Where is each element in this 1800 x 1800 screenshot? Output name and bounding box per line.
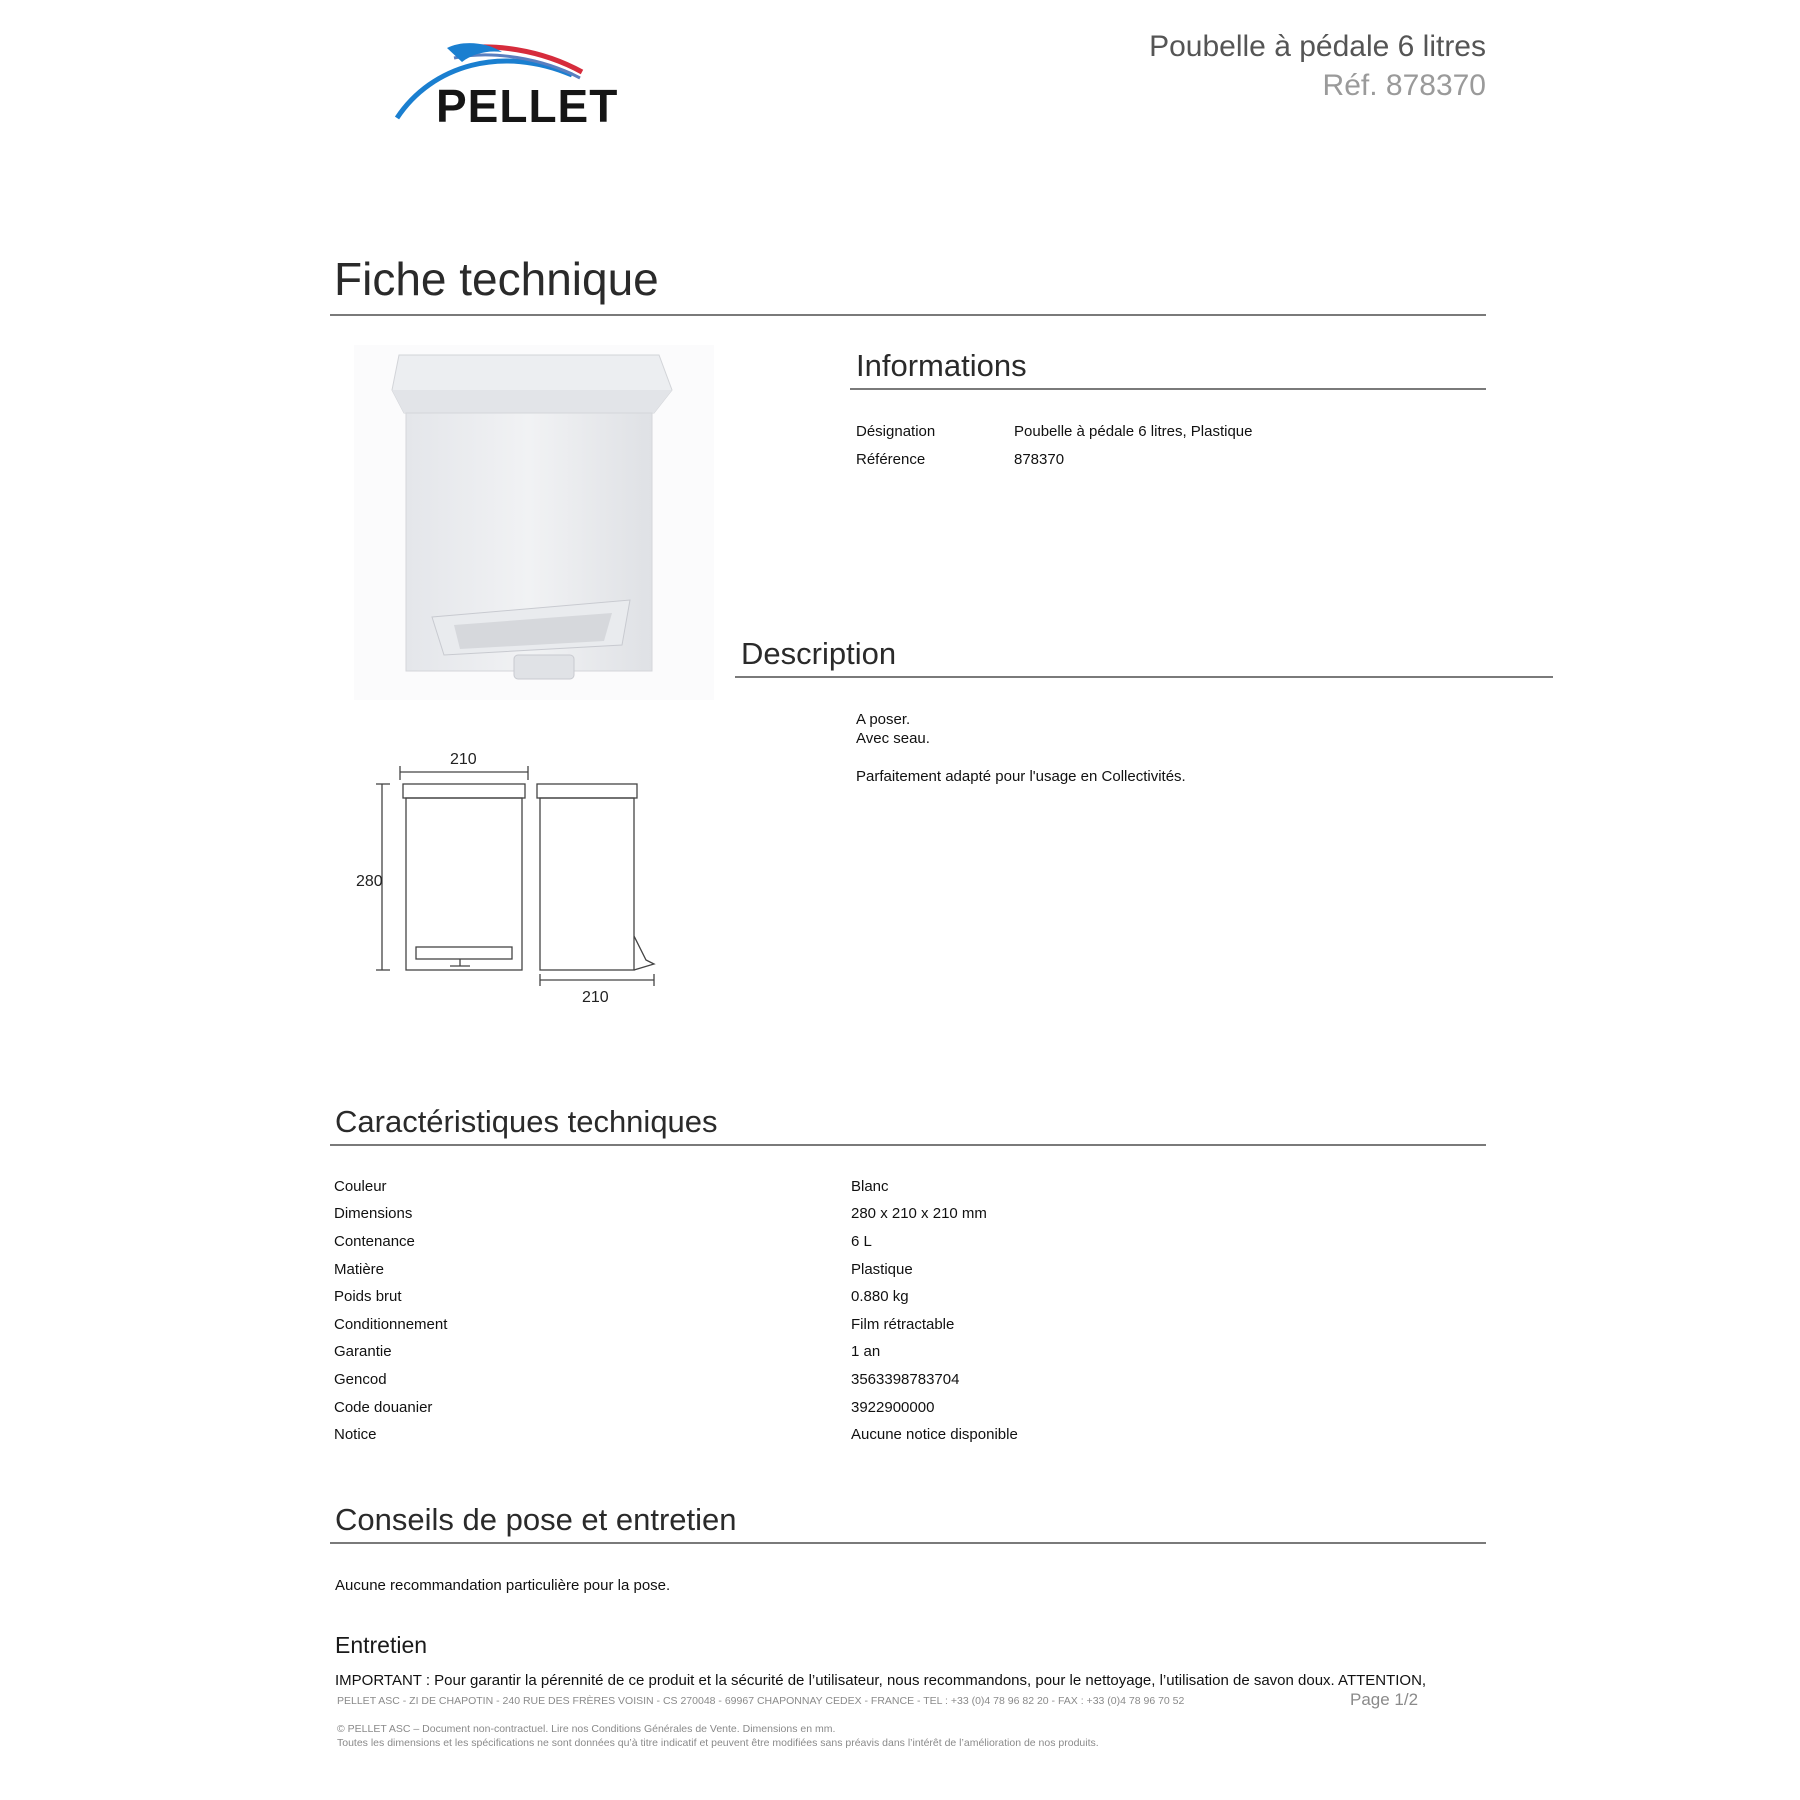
spec-row [334,1233,1484,1257]
dimension-drawing-svg [350,740,670,1010]
description-divider [735,676,1553,678]
description-line: Avec seau. [856,730,930,747]
spec-label: Matière [334,1261,385,1278]
page-number: Page 1/2 [1350,1690,1419,1709]
footer-copyright [337,1722,1099,1750]
copyright-line: © PELLET ASC – Document non-contractuel. Lire nos Conditions Générales de Vente. Dimensions en mm. [337,1723,836,1735]
spec-label: Gencod [334,1371,387,1388]
spec-row [334,1316,1484,1340]
description-line: Parfaitement adapté pour l'usage en Collectivités. [856,768,1186,785]
spec-row [334,1343,1484,1367]
informations-divider [850,388,1486,390]
spec-row [334,1261,1484,1285]
pose-text: Aucune recommandation particulière pour la pose. [335,1577,671,1594]
footer-address: PELLET ASC - ZI DE CHAPOTIN - 240 RUE DES FRÈRES VOISIN - CS 270048 - 69967 CHAPONNAY CEDEX - FRANCE - TEL : +33 (0)4 78 96 82 20 - FAX : +33 (0)4 78 96 70 52 [337,1695,1185,1707]
dimension-drawing [350,740,670,1010]
spec-label: Conditionnement [334,1316,448,1333]
spec-row [334,1288,1484,1312]
specs-divider [330,1144,1486,1146]
spec-value: 3922900000 [851,1399,935,1416]
spec-value: Blanc [851,1178,889,1195]
spec-value: Film rétractable [851,1316,955,1333]
pedal-bin-image [354,345,714,700]
info-label: Référence [856,451,926,468]
conseils-divider [330,1542,1486,1544]
spec-label: Poids brut [334,1288,402,1305]
spec-label: Contenance [334,1233,415,1250]
info-value: 878370 [1014,451,1065,468]
drawing-width-top-label: 210 [450,751,477,768]
info-label: Désignation [856,423,936,440]
description-line: A poser. [856,711,911,728]
spec-row [334,1178,1484,1202]
spec-value: 6 L [851,1233,872,1250]
entretien-text: IMPORTANT : Pour garantir la pérennité de ce produit et la sécurité de l’utilisateur, nous recommandons, pour le nettoyage, l’utilisation de savon doux. ATTENTION, [335,1672,1427,1689]
spec-label: Dimensions [334,1205,413,1222]
spec-row [334,1371,1484,1395]
pellet-logo [392,40,642,130]
spec-label: Code douanier [334,1399,433,1416]
pellet-logo-icon [392,40,642,130]
drawing-height-label: 280 [356,873,383,890]
spec-value: 280 x 210 x 210 mm [851,1205,987,1222]
spec-row [334,1205,1484,1229]
spec-value: 0.880 kg [851,1288,909,1305]
info-value: Poubelle à pédale 6 litres, Plastique [1014,423,1253,440]
spec-value: 3563398783704 [851,1371,960,1388]
spec-value: Plastique [851,1261,913,1278]
title-divider [330,314,1486,316]
description-heading: Description [741,636,897,671]
spec-row [334,1426,1484,1450]
product-photo [354,345,714,700]
entretien-heading: Entretien [335,1632,428,1658]
spec-value: Aucune notice disponible [851,1426,1018,1443]
spec-label: Notice [334,1426,377,1443]
document-title: Poubelle à pédale 6 litres [1149,30,1486,63]
informations-heading: Informations [856,348,1027,383]
spec-value: 1 an [851,1343,881,1360]
drawing-width-side-label: 210 [582,989,609,1006]
copyright-line: Toutes les dimensions et les spécifications ne sont données qu’à titre indicatif et peuvent être modifiées sans préavis dans l’intérêt de l’amélioration de nos produits. [337,1737,1099,1749]
conseils-heading: Conseils de pose et entretien [335,1502,737,1537]
spec-label: Couleur [334,1178,387,1195]
page-title: Fiche technique [334,253,659,305]
spec-label: Garantie [334,1343,392,1360]
document-reference: Réf. 878370 [1322,69,1486,102]
spec-row [334,1399,1484,1423]
specs-heading: Caractéristiques techniques [335,1104,718,1139]
svg-text:PELLET: PELLET [436,80,619,130]
